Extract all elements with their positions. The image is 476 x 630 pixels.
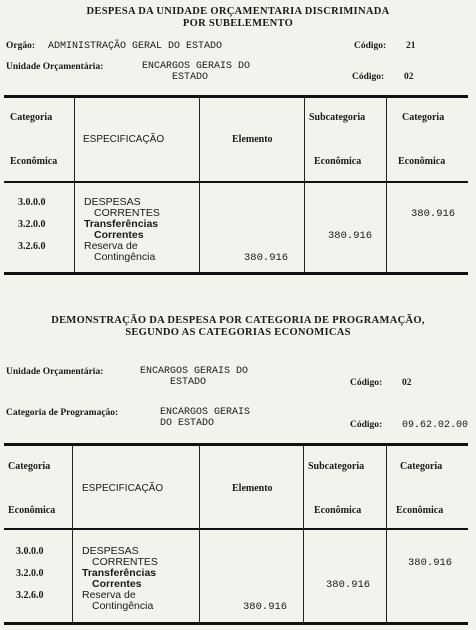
t2-col-subcat-economica: Econômica (314, 505, 362, 516)
s2-unidade-value-line1: ENCARGOS GERAIS DO (140, 366, 249, 377)
t2-row2-code: 3.2.0.0 (16, 568, 44, 579)
t2-row1-spec2: CORRENTES (92, 556, 158, 568)
table2-top-rule (4, 443, 468, 446)
t1-col-cat-economica: Econômica (398, 156, 446, 167)
section2-title-line2: SEGUNDO AS CATEGORIAS ECONOMICAS (125, 327, 351, 338)
t2-row2-spec1: Transferências (82, 567, 157, 579)
t2-row3-spec2: Contingência (92, 600, 154, 612)
table1-divider-3 (304, 98, 305, 272)
programacao-value-line2: DO ESTADO (160, 418, 215, 429)
t1-col-categoria: Categoria (10, 112, 53, 123)
orgao-value: ADMINISTRAÇÃO GERAL DO ESTADO (48, 41, 223, 52)
table2-header-rule (4, 528, 468, 530)
t1-row2-code: 3.2.0.0 (18, 219, 46, 230)
t1-row3-elemento-value: 380.916 (244, 252, 289, 264)
t2-col-subcategoria: Subcategoria (308, 461, 365, 472)
t1-row1-spec2: CORRENTES (94, 207, 160, 219)
unidade-value-line2: ESTADO (172, 72, 209, 83)
programacao-value-line1: ENCARGOS GERAIS (160, 407, 251, 418)
s2-unidade-value-line2: ESTADO (170, 377, 207, 388)
programacao-codigo-label: Código: (350, 420, 383, 430)
s2-unidade-codigo-label: Código: (350, 378, 383, 388)
t1-row3-spec1: Reserva de (84, 240, 138, 252)
table1-divider-4 (386, 98, 387, 272)
t2-col-cat-economica: Econômica (396, 505, 444, 516)
table2-divider-1 (72, 446, 73, 622)
t2-col-elemento: Elemento (232, 483, 273, 494)
t2-row3-elemento-value: 380.916 (243, 601, 288, 613)
t2-row3-code: 3.2.6.0 (16, 590, 44, 601)
t2-row2-subcategoria-value: 380.916 (326, 579, 371, 591)
table2-divider-3 (303, 446, 304, 622)
t1-row2-spec2: Correntes (94, 229, 144, 241)
t1-row1-code: 3.0.0.0 (18, 197, 46, 208)
programacao-codigo: 09.62.02.00 (402, 420, 469, 431)
t1-row2-subcategoria-value: 380.916 (328, 230, 373, 242)
t1-col-subcategoria: Subcategoria (309, 112, 366, 123)
table2-divider-4 (386, 446, 387, 622)
t2-col-categoria: Categoria (8, 461, 51, 472)
table2-bottom-rule (4, 622, 468, 625)
t1-row1-spec1: DESPESAS (84, 196, 141, 208)
t1-row3-spec2: Contingência (94, 251, 156, 263)
t2-col-especificacao: ESPECIFICAÇÃO (82, 483, 164, 494)
s2-unidade-label: Unidade Orçamentária: (6, 367, 104, 377)
table2-divider-2 (199, 446, 200, 622)
s2-unidade-codigo: 02 (402, 378, 412, 388)
t1-col-economica: Econômica (10, 156, 58, 167)
section1-title-line1: DESPESA DA UNIDADE ORÇAMENTARIA DISCRIMINADA (86, 6, 390, 17)
t1-row1-categoria-value: 380.916 (411, 208, 456, 220)
unidade-codigo-label: Código: (352, 72, 385, 82)
programacao-label: Categoria de Programação: (6, 408, 119, 418)
t2-col-categoria-right: Categoria (400, 461, 443, 472)
unidade-value-line1: ENCARGOS GERAIS DO (142, 61, 251, 72)
t2-col-economica: Econômica (8, 505, 56, 516)
t1-col-especificacao: ESPECIFICAÇÃO (83, 134, 165, 145)
t1-col-subcat-economica: Econômica (314, 156, 362, 167)
table1-divider-1 (74, 98, 75, 272)
t1-col-elemento: Elemento (232, 134, 273, 145)
unidade-label: Unidade Orçamentária: (6, 62, 104, 72)
table1-divider-2 (199, 98, 200, 272)
t2-row1-categoria-value: 380.916 (408, 557, 453, 569)
orgao-codigo-label: Código: (354, 41, 387, 51)
section1-title-line2: POR SUBELEMENTO (182, 18, 294, 29)
orgao-codigo: 21 (406, 41, 416, 51)
t2-row1-code: 3.0.0.0 (16, 546, 44, 557)
orgao-label: Orgão: (6, 41, 36, 51)
section2-title-line1: DEMONSTRAÇÃO DA DESPESA POR CATEGORIA DE PROGRAMAÇÃO, (51, 315, 425, 326)
t2-row3-spec1: Reserva de (82, 589, 136, 601)
t1-col-categoria-right: Categoria (402, 112, 445, 123)
t2-row1-spec1: DESPESAS (82, 545, 139, 557)
table1-bottom-rule (4, 272, 468, 275)
t1-row2-spec1: Transferências (84, 218, 159, 230)
t2-row2-spec2: Correntes (92, 578, 142, 590)
unidade-codigo: 02 (404, 72, 414, 82)
t1-row3-code: 3.2.6.0 (18, 241, 46, 252)
